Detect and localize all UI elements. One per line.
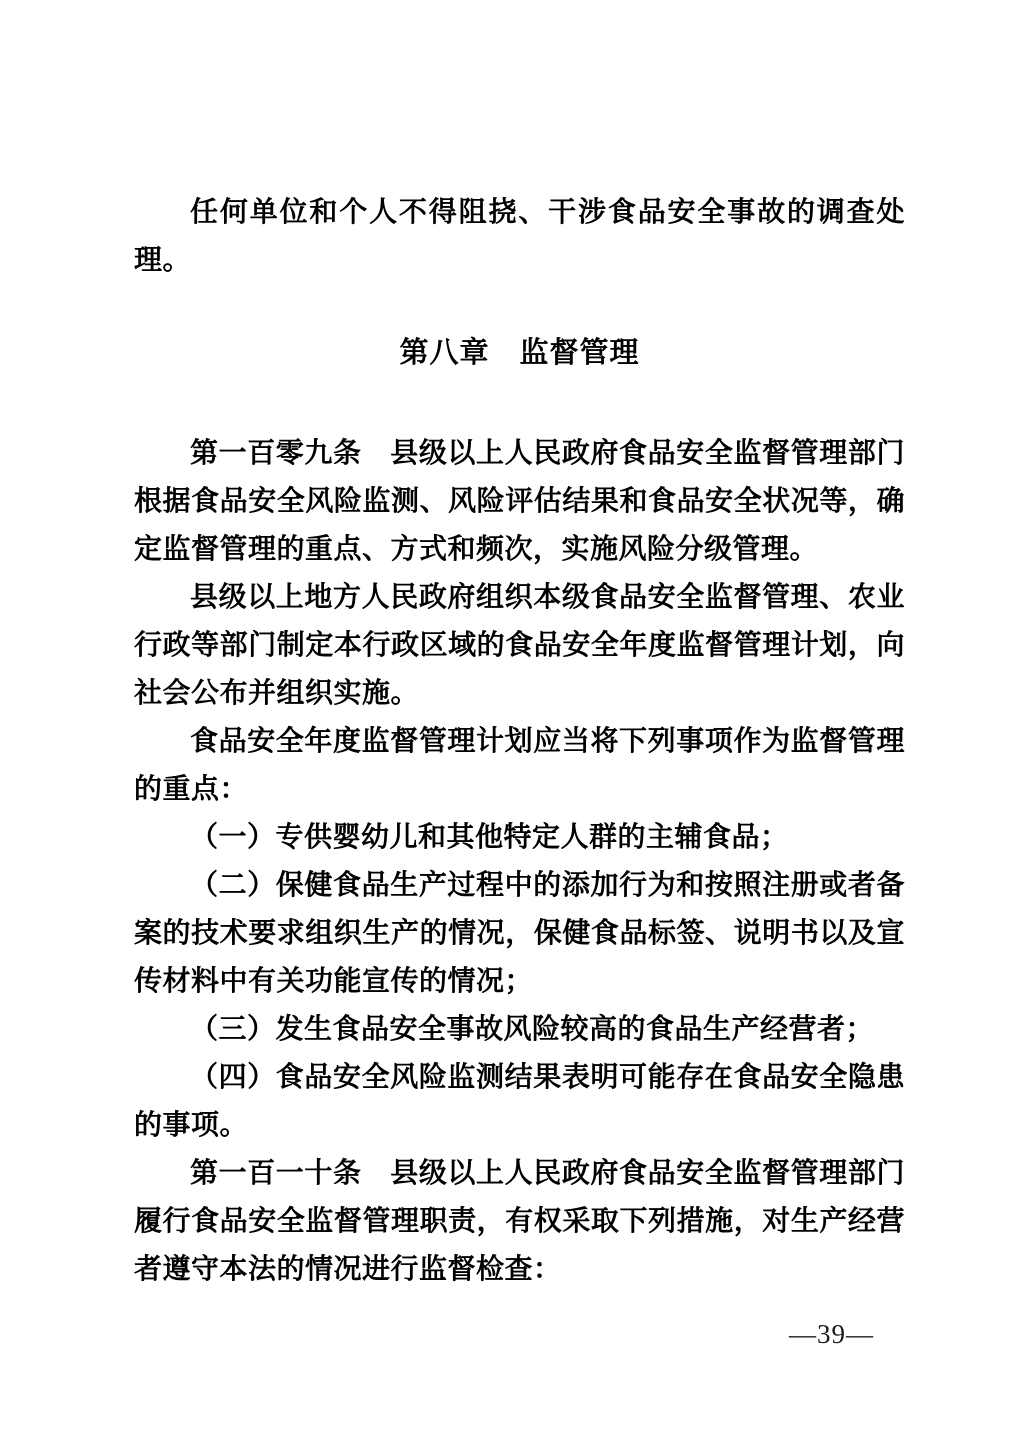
chapter-heading: 第八章 监督管理 [399, 337, 640, 369]
document-content [134, 188, 905, 1293]
list-item-2: （二）保健食品生产过程中的添加行为和按照注册或者备案的技术要求组织生产的情况，保健食品标签、说明书以及宣传材料中有关功能宣传的情况； [134, 869, 905, 996]
list-item-1: （一）专供婴幼儿和其他特定人群的主辅食品； [190, 821, 789, 852]
paragraph-local-government-plan: 县级以上地方人民政府组织本级食品安全监督管理、农业行政等部门制定本行政区域的食品安全年度监督管理计划，向社会公布并组织实施。 [134, 581, 905, 708]
paragraph-annual-plan-lead-in: 食品安全年度监督管理计划应当将下列事项作为监督管理的重点： [134, 725, 905, 804]
paragraph-intro: 任何单位和个人不得阻挠、干涉食品安全事故的调查处理。 [134, 196, 905, 275]
paragraph-article-109: 第一百零九条 县级以上人民政府食品安全监督管理部门根据食品安全风险监测、风险评估结果和食品安全状况等，确定监督管理的重点、方式和频次，实施风险分级管理。 [134, 437, 905, 564]
list-item-3: （三）发生食品安全事故风险较高的食品生产经营者； [190, 1013, 875, 1044]
list-item-4: （四）食品安全风险监测结果表明可能存在食品安全隐患的事项。 [134, 1061, 905, 1140]
paragraph-article-110: 第一百一十条 县级以上人民政府食品安全监督管理部门履行食品安全监督管理职责，有权采取下列措施，对生产经营者遵守本法的情况进行监督检查： [134, 1157, 905, 1284]
page-number: —39— [789, 1319, 874, 1349]
